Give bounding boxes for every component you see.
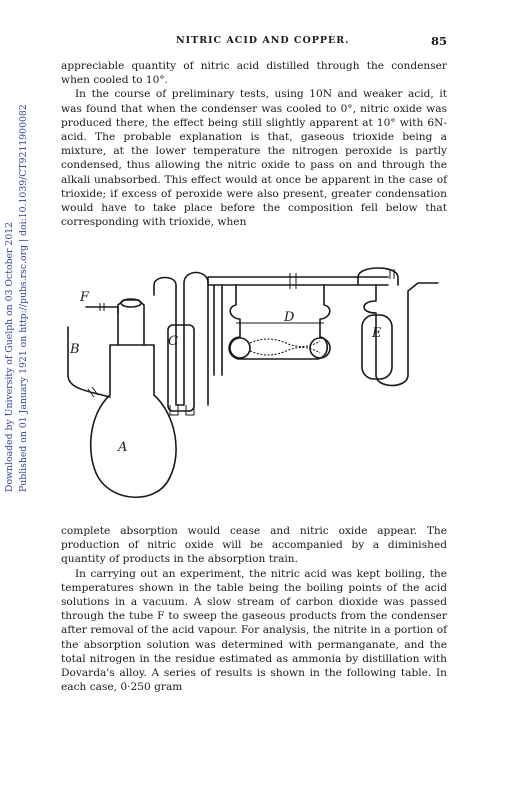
condenser-c xyxy=(154,273,208,406)
tube-b xyxy=(68,327,110,397)
page-number: 85 xyxy=(430,34,447,48)
label-b: B xyxy=(70,342,80,357)
label-f: F xyxy=(80,290,90,305)
absorber-d xyxy=(229,285,330,359)
body-text-top xyxy=(61,59,447,229)
connecting-tube xyxy=(208,277,388,285)
paragraph: In the course of preliminary tests, using 10N and weaker acid, it was found that when the condenser was cooled to 0°, nitric oxide was produced there, the effect being still slightly apparent at 10° with 6N-acid. The probable explanation is that, gaseous trioxide being a mixture, at the lower temperature the nitrogen peroxide is partly condensed, thus allowing the nitric oxide to pass on and through the alkali unabsorbed. This effect would at once be apparent in the case of trioxide; if excess of peroxide were also present, greater condensation would have to take place before the composition fell below that corresponding with trioxide, when xyxy=(61,88,447,229)
apparatus-diagram xyxy=(58,255,450,517)
label-d: D xyxy=(284,310,295,325)
download-note[interactable]: Downloaded by University of Guelph on 03 October 2012 xyxy=(4,221,15,492)
paragraph: appreciable quantity of nitric acid distilled through the condenser when cooled to 10°. xyxy=(61,60,447,87)
paragraph: complete absorption would cease and nitric oxide appear. The production of nitric oxide will be accompanied by a diminished quantity of products in the absorption train. xyxy=(61,525,447,566)
paragraph: In carrying out an experiment, the nitric acid was kept boiling, the temperatures shown in the table being the boiling points of the acid solutions in a vacuum. A slow stream of carbon dioxide was passed through the tube F to sweep the gaseous products from the condenser after removal of the acid vapour. For analysis, the nitrite in a portion of the absorption solution was determined with permanganate, and the total nitrogen in the residue estimated as ammonia by distillation with Dovarda's alloy. A series of results is shown in the following table. In each case, 0·250 gram xyxy=(61,567,447,694)
body-text-bottom xyxy=(61,524,447,694)
down-tube xyxy=(214,285,222,375)
absorber-e-body xyxy=(362,315,392,379)
running-title: NITRIC ACID AND COPPER. xyxy=(176,35,350,46)
publication-note[interactable]: Published on 01 January 1921 on http://pubs.rsc.org | doi:10.1039/CT9211900082 xyxy=(18,104,29,492)
label-e: E xyxy=(372,326,382,341)
flask-a xyxy=(91,345,176,497)
page-header xyxy=(61,35,447,49)
label-a: A xyxy=(118,440,128,455)
label-c: C xyxy=(168,334,178,349)
apparatus-figure xyxy=(58,255,450,517)
tube-f xyxy=(86,307,118,313)
